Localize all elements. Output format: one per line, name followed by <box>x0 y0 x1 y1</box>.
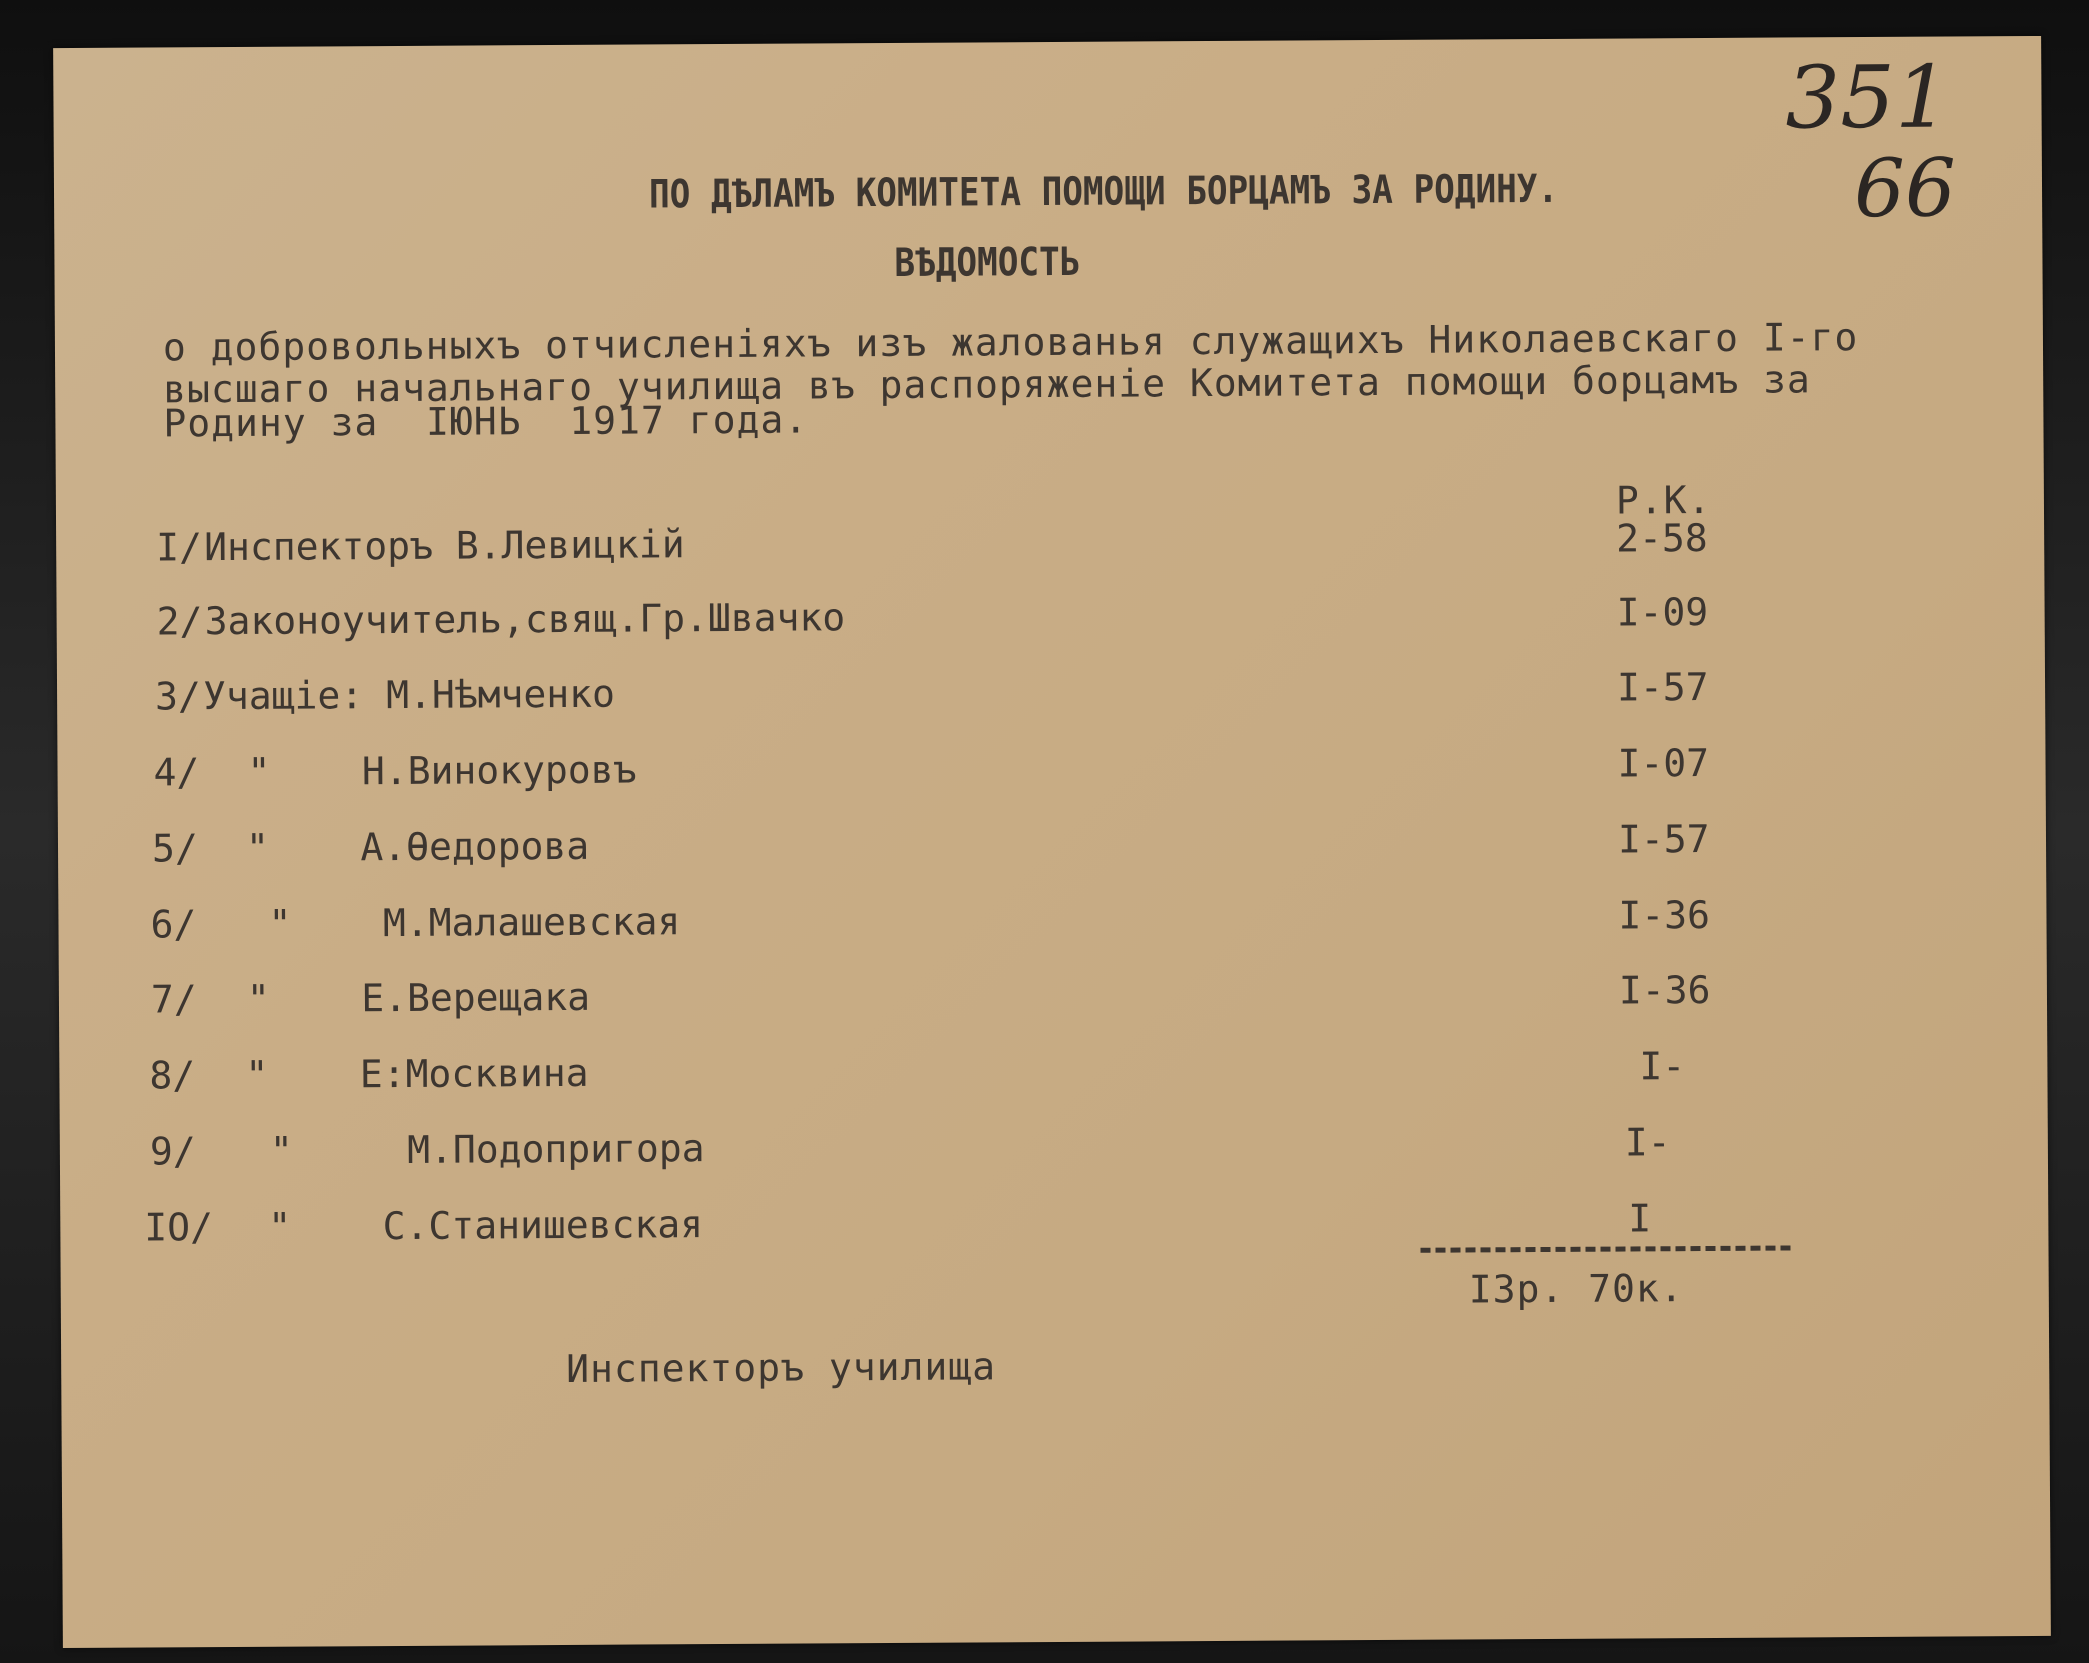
list-item <box>59 966 1959 1028</box>
entry-name: " Е.Верещака <box>246 974 591 1021</box>
entry-amount: I-36 <box>1618 892 1711 938</box>
description-line-1: о добровольныхъ отчисленiяхъ изъ жалованья служащихъ Николаевскаго I-го <box>162 315 1859 370</box>
entry-amount: I-57 <box>1617 816 1710 862</box>
description-line-3: Родину за IЮНЬ 1917 года. <box>163 397 809 446</box>
committee-heading: ПО ДѢЛАМЪ КОМИТЕТА ПОМОЩИ БОРЦАМЪ ЗА РОДИНУ. <box>648 166 1559 218</box>
entry-name: " А.Ѳедорова <box>245 823 590 870</box>
entry-number: I/ <box>156 525 203 570</box>
entry-amount: I-57 <box>1616 664 1709 710</box>
entry-name: Инспекторъ В.Левицкiй <box>204 522 685 570</box>
sheet-number-handwritten: 351 <box>1785 47 1950 149</box>
total-divider <box>1420 1245 1790 1252</box>
entry-number: 6/ <box>150 902 197 947</box>
entry-number: 7/ <box>150 977 197 1022</box>
entry-number: 2/ <box>156 599 203 644</box>
description-line-2: высшаго начальнаго училища въ распоряженiе Комитета помощи борцамъ за <box>163 357 1811 412</box>
entry-name: Законоучитель,свящ.Гр.Швачко <box>204 595 846 644</box>
entry-amount: I <box>1628 1196 1652 1241</box>
list-item <box>57 663 1957 725</box>
document-sheet <box>53 36 2051 1648</box>
entry-number: 8/ <box>149 1053 196 1098</box>
list-item <box>57 588 1957 650</box>
entry-amount: 2-58 <box>1616 515 1708 561</box>
total-amount: I3р. 70к. <box>1468 1266 1684 1312</box>
currency-header: Р.К. <box>1615 477 1712 523</box>
entry-name: " М.Малашевская <box>268 899 681 946</box>
list-item <box>60 1118 1960 1180</box>
entry-amount: I-09 <box>1616 589 1709 635</box>
entry-number: 4/ <box>153 750 200 795</box>
entry-name: " Е:Москвина <box>245 1050 589 1097</box>
entry-name: " М.Подопригора <box>269 1126 705 1173</box>
list-item <box>56 514 1956 576</box>
entry-amount: I-36 <box>1618 967 1711 1013</box>
list-item <box>59 1042 1959 1104</box>
entry-name: " Н.Винокуровъ <box>247 747 637 794</box>
list-item <box>57 739 1957 801</box>
entry-amount: I- <box>1624 1120 1671 1165</box>
entry-amount: I-07 <box>1617 740 1710 786</box>
list-item <box>58 815 1958 877</box>
entry-name: " С.Станишевская <box>268 1202 704 1249</box>
list-item <box>58 891 1958 953</box>
entry-amount: I- <box>1639 1044 1686 1089</box>
signature-line: Инспекторъ училища <box>566 1344 997 1391</box>
entry-name: Учащiе: М.Нѣмченко <box>202 671 616 719</box>
entry-number: 9/ <box>149 1129 196 1174</box>
document-title: ВѢДОМОСТЬ <box>894 239 1081 286</box>
entry-number: IO/ <box>144 1205 214 1250</box>
second-number-handwritten: 66 <box>1853 141 1957 236</box>
entry-number: 3/ <box>154 674 201 719</box>
entry-number: 5/ <box>151 826 198 871</box>
